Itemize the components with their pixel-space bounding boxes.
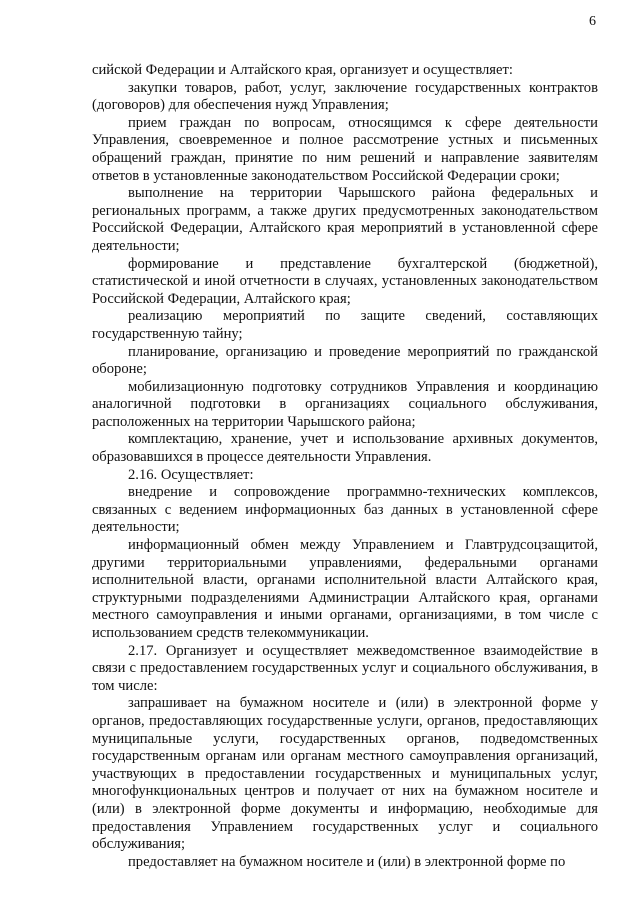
paragraph: прием граждан по вопросам, относящимся к сфере деятельности Управления, своевременное и полное рассмотрение устных и письменных обращений граждан, принятие по ним решений и направление заявителям ответов в установленные законодательством Российской Федерации сроки;: [92, 114, 598, 184]
paragraph: закупки товаров, работ, услуг, заключение государственных контрактов (договоров) для обеспечения нужд Управления;: [92, 79, 598, 114]
paragraph: сийской Федерации и Алтайского края, организует и осуществляет:: [92, 62, 513, 78]
paragraph: мобилизационную подготовку сотрудников Управления и координацию аналогичной подготовки в организациях социального обслуживания, расположенных на территории Чарышского района;: [92, 378, 598, 430]
paragraph: планирование, организацию и проведение мероприятий по гражданской обороне;: [92, 343, 598, 378]
section-heading-2-17: 2.17. Организует и осуществляет межведомственное взаимодействие в связи с предоставлением государственных услуг и социального обслуживания, в том числе:: [92, 642, 598, 694]
document-body: [92, 62, 598, 871]
paragraph: реализацию мероприятий по защите сведений, составляющих государственную тайну;: [92, 308, 598, 342]
paragraph: формирование и представление бухгалтерской (бюджетной), статистической и иной отчетности в случаях, установленных законодательством Российской Федерации, Алтайского края;: [92, 255, 598, 307]
paragraph: предоставляет на бумажном носителе и (или) в электронной форме по: [128, 853, 566, 870]
paragraph: выполнение на территории Чарышского района федеральных и региональных программ, а также других предусмотренных законодательством Российской Федерации, Алтайского края мероприятий в установленной сфере деятельности;: [92, 185, 598, 254]
paragraph: запрашивает на бумажном носителе и (или) в электронной форме у органов, предоставляющих государственные услуги, органов, предоставляющих муниципальные услуги, государственных органов, подведомственных государственным органам или органам местного самоуправления организаций, участвующих в предоставлении государственных и муниципальных услуг, многофункциональных центров и получает от них на бумажном носителе и (или) в электронной форме документы и информацию, необходимые для предоставления Управлением государственных услуг и социального обслуживания;: [92, 695, 598, 853]
paragraph: внедрение и сопровождение программно-технических комплексов, связанных с ведением информационных баз данных в установленной сфере деятельности;: [92, 484, 598, 536]
paragraph: информационный обмен между Управлением и Главтрудсоцзащитой, другими территориальными управлениями, федеральными органами исполнительной власти, органами исполнительной власти Алтайского края, структурными подразделениями Администрации Алтайского края, органами местного самоуправления и иными органами, организациями, в том числе с использованием средств телекоммуникации.: [92, 537, 598, 641]
page-number: 6: [589, 14, 596, 29]
paragraph: комплектацию, хранение, учет и использование архивных документов, образовавшихся в процессе деятельности Управления.: [92, 431, 598, 466]
section-heading-2-16: 2.16. Осуществляет:: [128, 466, 254, 483]
